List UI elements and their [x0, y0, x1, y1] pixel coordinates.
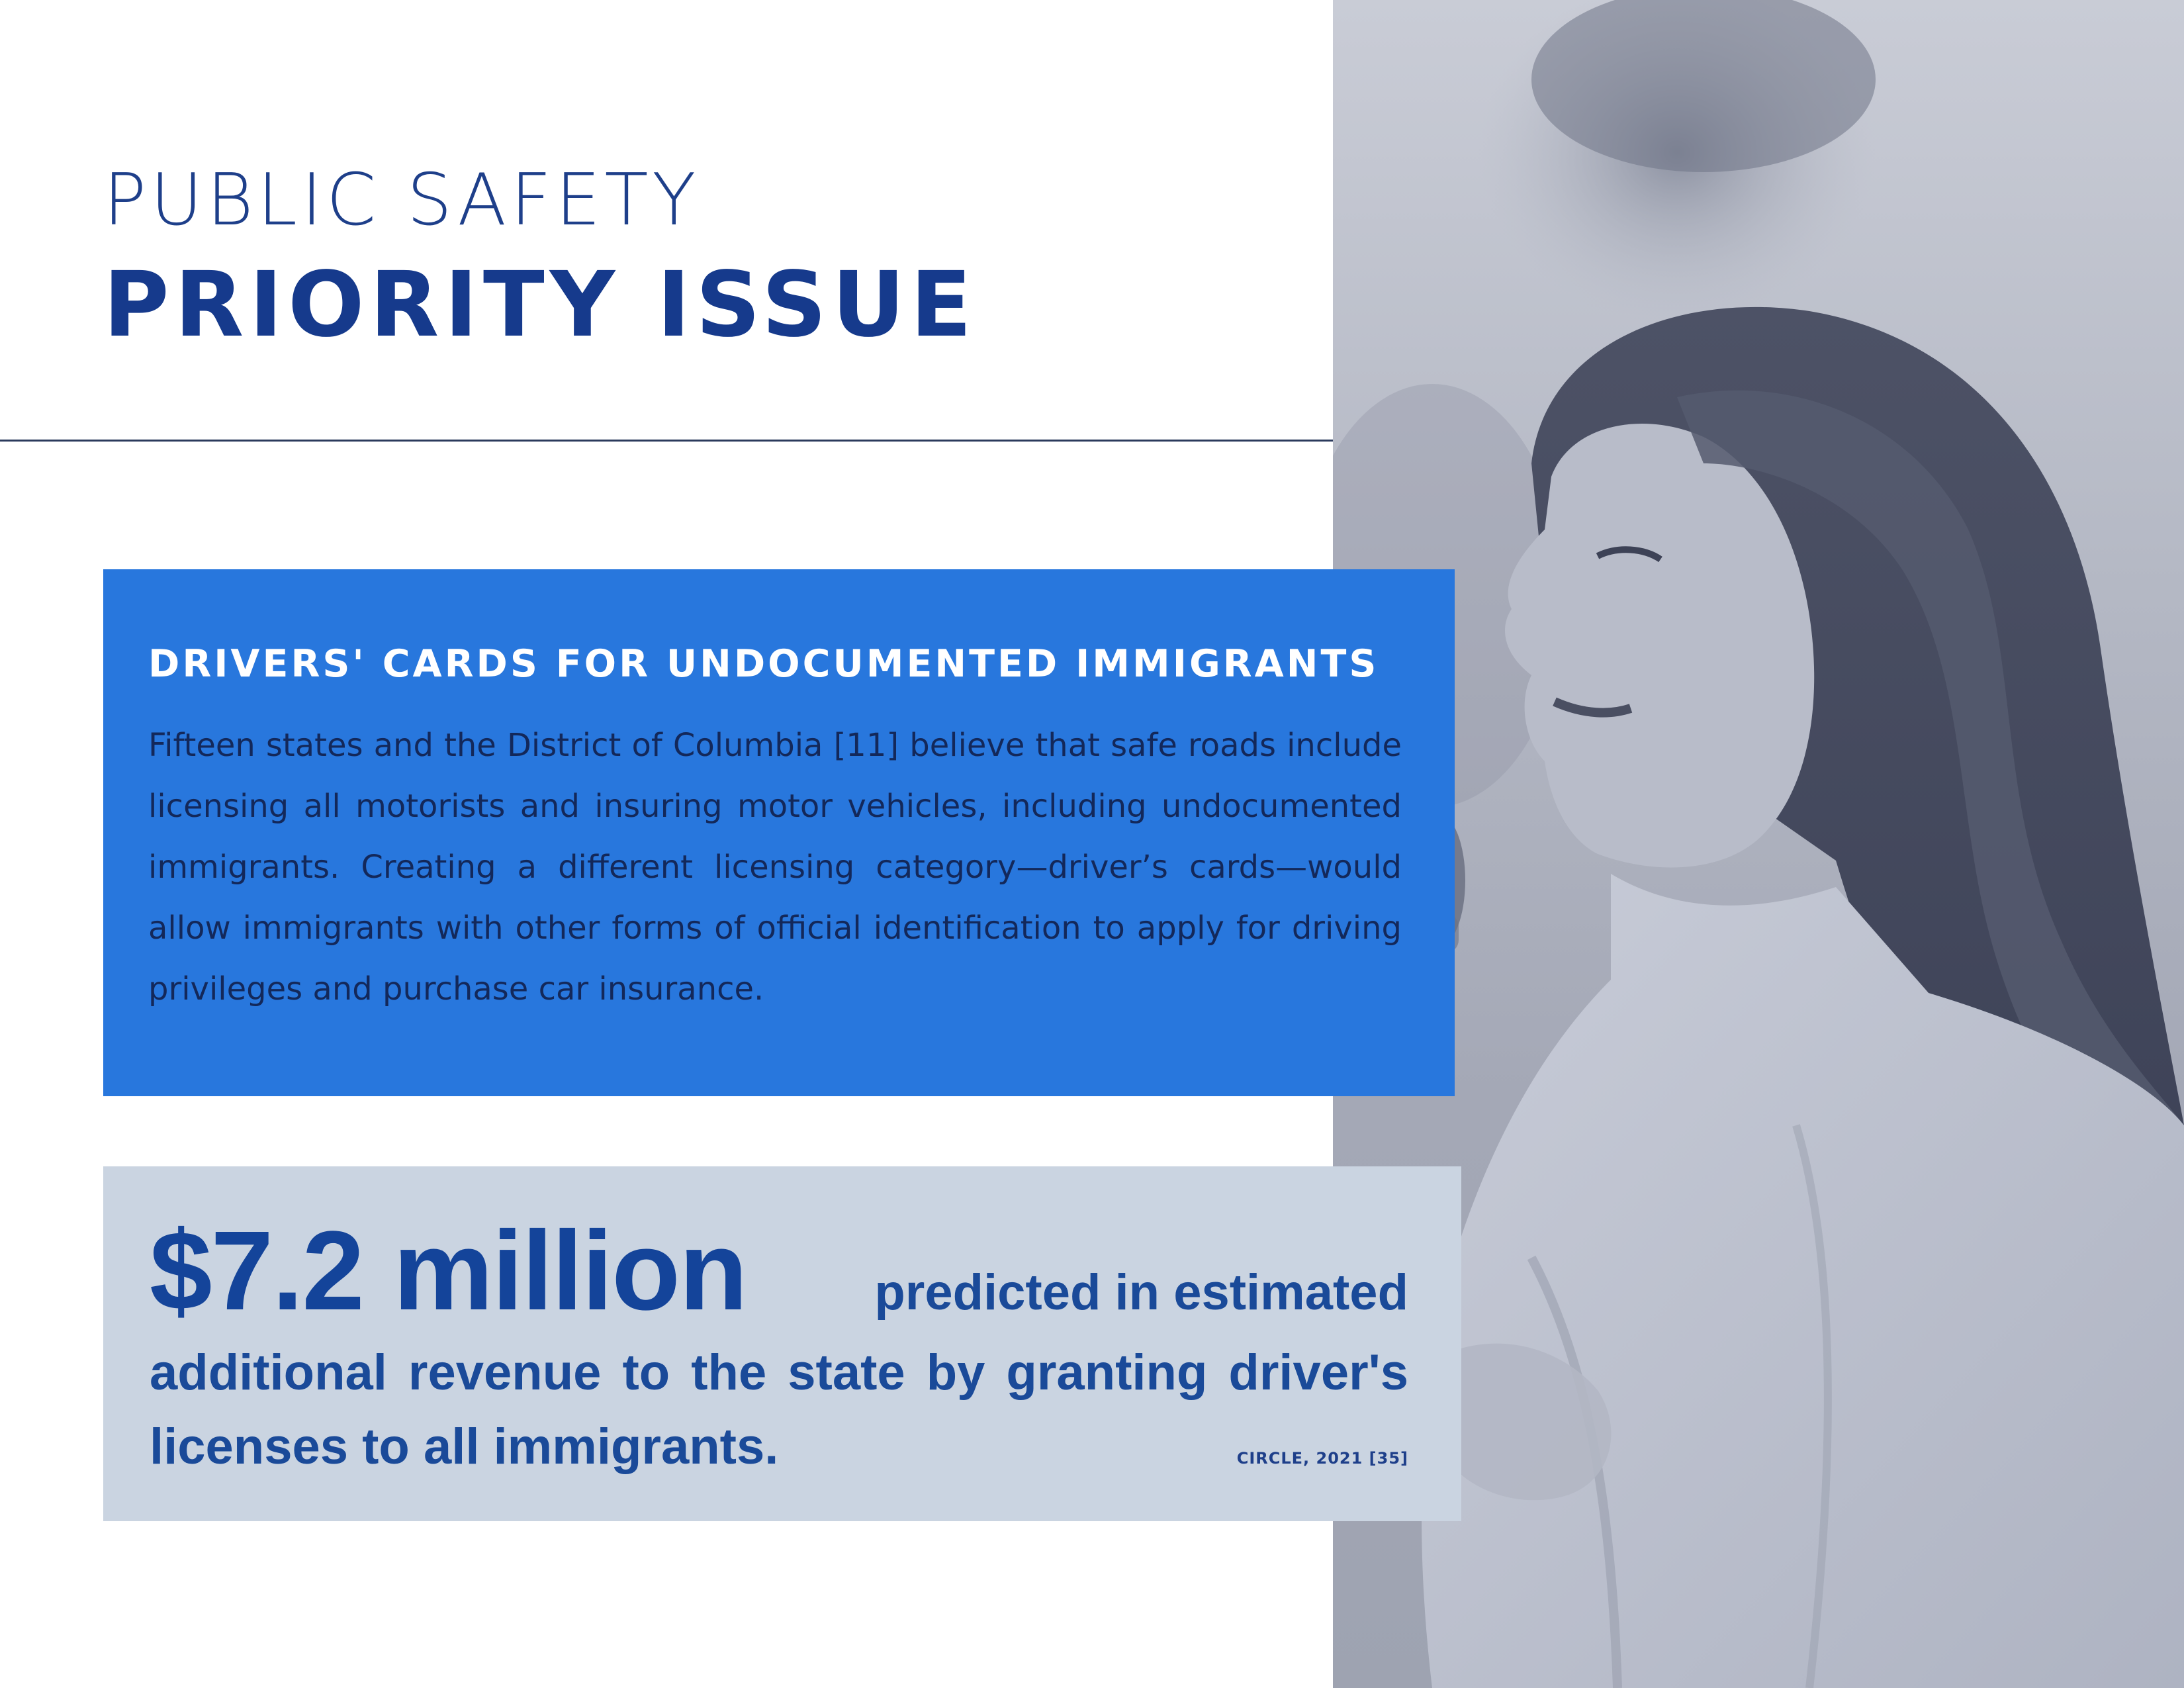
stat-description	[150, 1336, 1408, 1495]
section-subtitle: PUBLIC SAFETY	[103, 159, 700, 242]
stat-last-row	[150, 1410, 1408, 1495]
info-card	[103, 569, 1455, 1096]
stat-text-line2: additional revenue to the state by granting driver's	[150, 1344, 1408, 1401]
stat-amount: $7.2 million	[150, 1208, 747, 1334]
stat-text-line3: licenses to all immigrants.	[150, 1419, 779, 1475]
stat-source: CIRCLE, 2021 [35]	[1236, 1449, 1408, 1468]
info-card-title: DRIVERS' CARDS FOR UNDOCUMENTED IMMIGRANTS	[148, 642, 1379, 686]
page-title: PRIORITY ISSUE	[103, 253, 978, 357]
header-divider	[0, 440, 1333, 442]
stat-text-line1: predicted in estimated	[874, 1264, 1408, 1321]
stat-headline-row	[150, 1206, 1408, 1336]
stat-card	[103, 1166, 1461, 1521]
info-card-body: Fifteen states and the District of Columbia [11] believe that safe roads include licensing all motorists and insuring motor vehicles, including undocumented immigrants. Creating a different licensing category—driver’s cards—would allow immigrants with other forms of official identification to apply for driving privileges and purchase car insurance.	[148, 727, 1402, 1008]
